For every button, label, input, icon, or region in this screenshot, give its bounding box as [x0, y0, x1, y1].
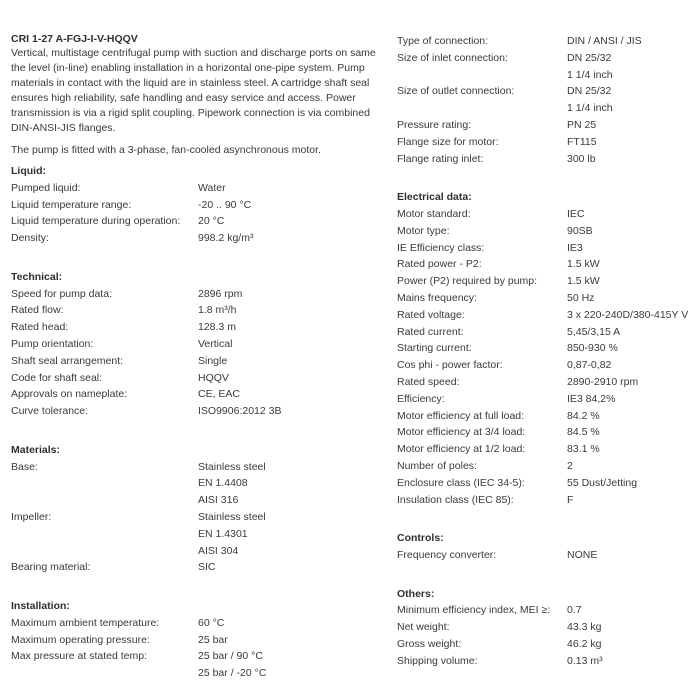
spec-value: 1 1/4 inch	[567, 68, 613, 81]
spec-row	[11, 615, 381, 632]
spec-row	[11, 180, 381, 197]
spec-section-technical	[11, 269, 381, 420]
spec-values	[198, 370, 381, 387]
spec-row	[397, 240, 697, 257]
spec-value: EN 1.4408	[198, 477, 248, 490]
spec-values	[567, 134, 697, 151]
spec-values	[567, 391, 697, 408]
spec-values	[198, 180, 381, 197]
left-spec-sections	[11, 163, 381, 682]
right-spec-sections	[397, 33, 697, 669]
spec-value: 5,45/3,15 A	[567, 325, 621, 338]
spec-value: 128.3 m	[198, 321, 236, 334]
spec-label: Size of inlet connection:	[397, 51, 508, 64]
spec-values	[567, 619, 697, 636]
motor-note: The pump is fitted with a 3-phase, fan-cooled asynchronous motor.	[11, 144, 321, 156]
spec-row	[397, 602, 697, 619]
spec-value: DIN / ANSI / JIS	[567, 35, 642, 47]
spec-values	[567, 151, 697, 168]
spec-value: Stainless steel	[198, 460, 266, 473]
section-spacer	[397, 167, 697, 184]
spec-label: Maximum ambient temperature:	[11, 616, 160, 629]
spec-value: Vertical	[198, 337, 233, 350]
spec-value: HQQV	[198, 371, 229, 384]
spec-label: Motor efficiency at 1/2 load:	[397, 443, 526, 456]
spec-row	[11, 386, 381, 403]
spec-values	[198, 386, 381, 403]
spec-row	[11, 213, 381, 230]
spec-label: Gross weight:	[397, 637, 462, 650]
spec-row	[11, 230, 381, 247]
spec-section-materials	[11, 442, 381, 576]
spec-row	[11, 302, 381, 319]
spec-values	[198, 230, 381, 247]
spec-label: Rated power - P2:	[397, 258, 482, 271]
spec-value: 1.5 kW	[567, 275, 600, 288]
spec-value: 0.7	[567, 604, 582, 617]
spec-value: 84.2 %	[567, 409, 600, 422]
spec-row	[397, 134, 697, 151]
spec-label: Motor efficiency at 3/4 load:	[397, 426, 526, 439]
spec-values	[567, 458, 697, 475]
spec-values	[567, 441, 697, 458]
section-spacer	[11, 576, 381, 593]
spec-value: 850-930 %	[567, 342, 618, 355]
spec-row	[397, 206, 697, 223]
spec-row	[397, 357, 697, 374]
spec-value: DN 25/32	[567, 51, 612, 64]
spec-value: 3 x 220-240D/380-415Y V	[567, 308, 689, 321]
spec-label: Cos phi - power factor:	[397, 359, 503, 372]
spec-row	[397, 441, 697, 458]
right-column	[397, 33, 697, 669]
section-heading: Installation:	[11, 599, 70, 612]
spec-value: 60 °C	[198, 616, 225, 629]
spec-value: SIC	[198, 561, 216, 574]
spec-section-controls	[397, 530, 697, 564]
spec-label: IE Efficiency class:	[397, 241, 485, 254]
spec-values	[198, 509, 381, 559]
spec-row	[397, 636, 697, 653]
spec-values	[198, 459, 381, 509]
spec-value: AISI 316	[198, 494, 239, 507]
product-title: CRI 1-27 A-FGJ-I-V-HQQV	[11, 33, 138, 45]
spec-label: Pump orientation:	[11, 337, 94, 350]
spec-value: 84.5 %	[567, 426, 600, 439]
spec-row	[397, 117, 697, 134]
spec-label: Motor efficiency at full load:	[397, 409, 525, 422]
spec-value: 90SB	[567, 224, 593, 237]
spec-label: Curve tolerance:	[11, 405, 89, 418]
spec-label: Liquid temperature range:	[11, 198, 132, 211]
spec-row	[11, 319, 381, 336]
spec-value: Single	[198, 354, 228, 367]
spec-section-general	[397, 33, 697, 167]
spec-section-liquid	[11, 163, 381, 247]
spec-value: 300 lb	[567, 152, 596, 165]
spec-row	[397, 324, 697, 341]
spec-label: Mains frequency:	[397, 291, 477, 304]
spec-values	[198, 302, 381, 319]
spec-label: Efficiency:	[397, 392, 445, 405]
spec-value: 2890-2910 rpm	[567, 375, 639, 388]
spec-row	[397, 492, 697, 509]
spec-values	[567, 340, 697, 357]
spec-values	[567, 240, 697, 257]
spec-section-electrical-data	[397, 189, 697, 508]
spec-label: Rated flow:	[11, 304, 64, 317]
section-heading: Technical:	[11, 270, 63, 283]
spec-value: 1 1/4 inch	[567, 102, 613, 115]
spec-value: ISO9906:2012 3B	[198, 405, 282, 418]
section-spacer	[11, 420, 381, 437]
spec-value: 1.5 kW	[567, 258, 600, 271]
spec-value: 0.13 m³	[567, 654, 603, 667]
spec-values	[567, 374, 697, 391]
spec-row	[397, 374, 697, 391]
spec-label: Base:	[11, 460, 38, 473]
spec-values	[567, 290, 697, 307]
spec-label: Shipping volume:	[397, 654, 478, 667]
spec-label: Rated head:	[11, 321, 69, 334]
spec-row	[11, 509, 381, 559]
spec-values	[567, 475, 697, 492]
spec-section-installation	[11, 598, 381, 682]
spec-label: Frequency converter:	[397, 548, 497, 561]
spec-label: Net weight:	[397, 621, 450, 634]
spec-value: IEC	[567, 207, 585, 220]
spec-label: Insulation class (IEC 85):	[397, 493, 514, 506]
spec-row	[397, 273, 697, 290]
spec-label: Flange size for motor:	[397, 135, 499, 148]
spec-value: DN 25/32	[567, 85, 612, 98]
spec-label: Speed for pump data:	[11, 287, 112, 300]
spec-row	[397, 83, 697, 117]
spec-label: Type of connection:	[397, 35, 489, 47]
spec-row	[397, 408, 697, 425]
spec-value: 1.8 m³/h	[198, 304, 237, 317]
section-heading: Electrical data:	[397, 191, 472, 204]
spec-value: CE, EAC	[198, 388, 241, 401]
spec-values	[198, 615, 381, 632]
spec-row	[397, 50, 697, 84]
spec-row	[397, 256, 697, 273]
spec-label: Maximum operating pressure:	[11, 633, 150, 646]
spec-values	[567, 653, 697, 670]
spec-value: -20 .. 90 °C	[198, 198, 252, 211]
spec-value: 43.3 kg	[567, 621, 602, 634]
spec-values	[198, 648, 381, 682]
spec-values	[198, 197, 381, 214]
spec-value: 25 bar / -20 °C	[198, 667, 267, 680]
spec-label: Code for shaft seal:	[11, 371, 103, 384]
spec-value: 55 Dust/Jetting	[567, 476, 638, 489]
spec-values	[198, 403, 381, 420]
spec-values	[567, 117, 697, 134]
product-description: Vertical, multistage centrifugal pump with suction and discharge ports on same the level (in-line) enabling installation in a horizontal one-pipe system. Pump materials in contact with the liquid are in stainless steel. A cartridge shaft seal ensures high reliability, safe handling and easy service and access. Power transmission is via a rigid split coupling. Pipework connection is via combined DIN-ANSI-JIS flanges.	[11, 47, 376, 134]
spec-value: Stainless steel	[198, 510, 266, 523]
spec-row	[11, 336, 381, 353]
spec-value: F	[567, 493, 574, 506]
spec-values	[198, 286, 381, 303]
spec-row	[11, 648, 381, 682]
spec-values	[198, 319, 381, 336]
spec-value: 2896 rpm	[198, 287, 243, 300]
spec-section-others	[397, 586, 697, 670]
spec-values	[567, 324, 697, 341]
spec-label: Pressure rating:	[397, 118, 472, 131]
spec-label: Number of poles:	[397, 459, 477, 472]
spec-label: Liquid temperature during operation:	[11, 215, 181, 228]
section-heading: Others:	[397, 587, 435, 600]
spec-value: 83.1 %	[567, 443, 600, 456]
section-heading: Liquid:	[11, 165, 46, 177]
spec-label: Motor standard:	[397, 207, 471, 220]
spec-value: NONE	[567, 548, 598, 561]
spec-values	[567, 547, 697, 564]
spec-label: Starting current:	[397, 342, 472, 355]
spec-value: 25 bar / 90 °C	[198, 650, 263, 663]
spec-row	[397, 458, 697, 475]
spec-label: Density:	[11, 232, 49, 245]
spec-value: 2	[567, 459, 573, 472]
spec-value: 998.2 kg/m³	[198, 232, 254, 245]
spec-values	[567, 307, 697, 324]
spec-value: 50 Hz	[567, 291, 595, 304]
spec-row	[11, 370, 381, 387]
spec-row	[397, 424, 697, 441]
spec-values	[567, 206, 697, 223]
spec-row	[11, 459, 381, 509]
spec-values	[567, 83, 697, 117]
spec-label: Shaft seal arrangement:	[11, 354, 124, 367]
spec-row	[397, 223, 697, 240]
spec-row	[397, 340, 697, 357]
spec-values	[198, 336, 381, 353]
spec-row	[397, 391, 697, 408]
spec-values	[567, 50, 697, 84]
spec-row	[397, 33, 697, 50]
spec-value: 0,87-0,82	[567, 359, 612, 372]
spec-row	[397, 290, 697, 307]
spec-value: 46.2 kg	[567, 637, 602, 650]
spec-label: Enclosure class (IEC 34-5):	[397, 476, 525, 489]
spec-values	[198, 353, 381, 370]
spec-value: 20 °C	[198, 215, 225, 228]
spec-values	[567, 33, 697, 50]
spec-row	[11, 632, 381, 649]
spec-row	[11, 286, 381, 303]
spec-value: IE3 84,2%	[567, 392, 616, 405]
spec-row	[397, 307, 697, 324]
spec-row	[397, 547, 697, 564]
spec-value: EN 1.4301	[198, 527, 248, 540]
spec-values	[567, 273, 697, 290]
spec-values	[567, 602, 697, 619]
spec-values	[567, 636, 697, 653]
spec-label: Motor type:	[397, 224, 450, 237]
spec-label: Pumped liquid:	[11, 181, 81, 194]
spec-value: FT115	[567, 135, 597, 148]
section-spacer	[11, 247, 381, 264]
spec-label: Size of outlet connection:	[397, 85, 515, 98]
spec-row	[397, 475, 697, 492]
spec-value: Water	[198, 181, 226, 194]
spec-value: PN 25	[567, 118, 597, 131]
spec-row	[397, 619, 697, 636]
left-column	[11, 33, 381, 682]
spec-label: Approvals on nameplate:	[11, 388, 128, 401]
spec-values	[198, 213, 381, 230]
spec-label: Flange rating inlet:	[397, 152, 484, 165]
spec-row	[11, 197, 381, 214]
spec-row	[397, 653, 697, 670]
spec-value: 25 bar	[198, 633, 228, 646]
section-heading: Materials:	[11, 443, 61, 456]
spec-label: Rated speed:	[397, 375, 460, 388]
spec-values	[567, 256, 697, 273]
spec-label: Bearing material:	[11, 561, 91, 574]
spec-row	[11, 403, 381, 420]
spec-label: Rated current:	[397, 325, 464, 338]
spec-values	[567, 223, 697, 240]
spec-value: AISI 304	[198, 544, 239, 557]
spec-label: Max pressure at stated temp:	[11, 650, 147, 663]
spec-label: Impeller:	[11, 510, 52, 523]
spec-values	[567, 408, 697, 425]
spec-label: Rated voltage:	[397, 308, 465, 321]
section-spacer	[397, 508, 697, 525]
spec-values	[567, 357, 697, 374]
spec-values	[198, 559, 381, 576]
section-spacer	[397, 564, 697, 581]
spec-row	[11, 559, 381, 576]
spec-row	[11, 353, 381, 370]
spec-label: Minimum efficiency index, MEI ≥:	[397, 604, 551, 617]
section-heading: Controls:	[397, 532, 444, 545]
spec-label: Power (P2) required by pump:	[397, 275, 538, 288]
spec-values	[567, 492, 697, 509]
spec-values	[567, 424, 697, 441]
spec-row	[397, 151, 697, 168]
spec-value: IE3	[567, 241, 583, 254]
spec-values	[198, 632, 381, 649]
